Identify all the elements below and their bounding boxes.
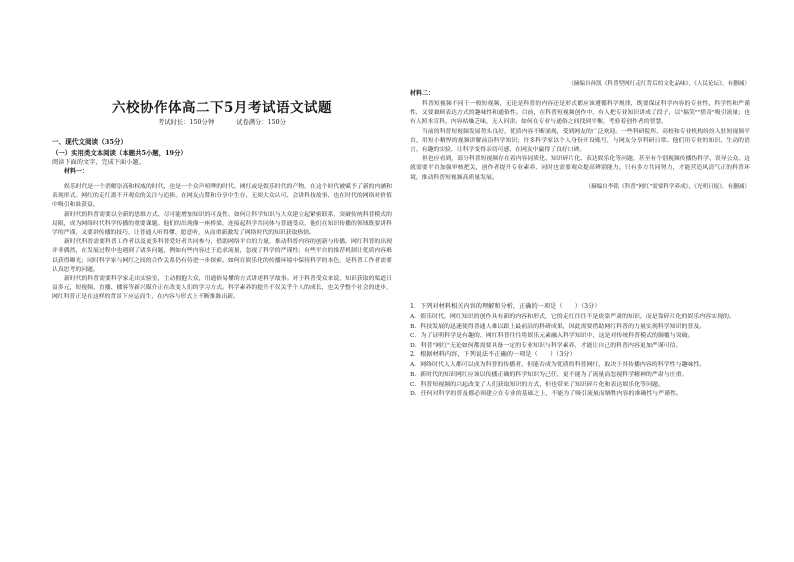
left-column [52,0,392,562]
reading-instruction: 阅读下面的文字，完成下面小题。 [52,159,145,166]
material2-paragraph: 科普短视频不同于一般短视频，无论是科普的内容还是形式都应该遵循科学规律，既要保证科学内容的专业性、科学性和严谨性，又要兼顾表达方式的趣味性和通俗性。目前，在科普短视频创作中，有人把专业知识讲成了段子，以"搞笑""猎奇"吸引流量；也有人照本宣科，内容枯燥乏味，无人问津。如何在专业与通俗之间找到平衡，考验着创作者的智慧。 [410,101,750,126]
question-stem: 1．下列对材料相关内容的理解和分析，正确的一项是（ ）（3分） [410,303,601,310]
right-column [410,0,750,562]
option-c[interactable]: C．科普短视频的兴起改变了人们获取知识的方式，但也带来了知识碎片化和表达娱乐化等问题。 [410,380,664,388]
exam-time: 考试时长：150分钟 [158,119,215,126]
material1-source: （摘编自孙凯《科普型网红走红背后的文化品味》，《人民论坛》，有删减） [568,81,750,87]
material1-body [52,183,392,303]
material1-paragraph: 新时代的科普需要以全新的思维方式、尽可能增加知识的可及性、如何让科学知识与大众建立起紧密联系，突破传统科普模式的局限，成为网络时代科学传播的重要课题。他们的出现像一座桥梁，连接起科学共同体与普通受众，他们在知识传播的领域既要讲科学的严谨，又要讲传播的技巧，让普通人听得懂、愿意听，从而重新激发了网络时代的知识获取热情。 [52,211,392,237]
question-stem: 2．根据材料内容，下列说法不正确的一项是（ ）（3分） [410,351,576,359]
questions-block [410,302,750,399]
material1-paragraph: 娱乐时代是一个消解崇高和权威的时代，也是一个众声喧哗的时代。网红或是娱乐时代的产物，在这个时代被赋予了新的内涵和表现形式。网红的走红离不开观众的关注与追捧，在网友点赞和分享中生存、无须大众认可、会讲科技故事、也在时代的网络对价值中吸引和谁获益。 [52,184,392,209]
option-b[interactable]: B．新时代的知识网红应该以传播正确的科学知识为己任，更不能为了流量而忽视科学精神的严肃与庄重。 [410,370,688,378]
material2-paragraph: 但也应看到，部分科普短视频存在着内容同质化、知识碎片化、表达娱乐化等问题，甚至有个别视频传播伪科学、误导公众。这就需要平台加强审核把关，创作者提升专业素养，同时也需要观众提高辨别能力。只有多方共同努力，才能营造风清气正的科普环境，推动科普短视频高质量发展。 [410,156,750,181]
material2-paragraph: 当前的科普短视频发展势头良好，优质内容不断涌现，受到网友的广泛欢迎。一些科研院所、高校和专业机构纷纷入驻短视频平台，用短小精悍的视频讲解前沿科学知识；许多科学家以个人身份开设账号，与网友分享科研日常。他们用专业的知识、生动的语言、有趣的实验，让科学变得亲切可感，在网友中赢得了良好口碑。 [410,128,750,154]
option-b[interactable]: B．科技发展的迅速使得普通人难以跟上最前沿的科研成果，因此需要借助网红科普的力量实现科学知识的普及。 [410,322,706,330]
option-d[interactable]: D．任何对科学的普及都必须建立在专业的基础之上，不能为了吸引流量而牺牲内容的准确性与严谨性。 [410,390,682,398]
sub-section-heading: （一）实用类文本阅读（本题共5小题，19分） [52,149,187,157]
option-d[interactable]: D．科普"网红"无论如何都需要具备一定的专业知识与科学素养，才能让自己的科普内容更加严谨可信。 [410,341,682,349]
section-heading-block [52,136,392,176]
material1-label: 材料一： [64,168,89,175]
material2-source: （摘编自李铭《科普"网红"需要科学养成》，《光明日报》，有删减） [585,183,750,190]
material2-label: 材料二： [410,90,435,97]
question-1 [410,302,750,350]
option-a[interactable]: A．网络时代人人都可以成为科普的传播者，但能否成为优质的科普网红，取决于其传播内容的科学性与趣味性。 [410,361,706,369]
material2-body [410,100,750,191]
option-a[interactable]: A．娱乐时代，网红知识的创作具有新的内容和形式，它的走红往往不是依靠严肃的知识，而是靠碎片化的娱乐内容实现的。 [410,313,735,320]
exam-info [52,117,392,126]
section-heading: 一、现代文阅读（35分） [52,138,128,146]
material1-source-block [410,80,750,98]
question-2 [410,350,750,398]
exam-score: 试卷满分：150分 [236,119,286,126]
material1-paragraph: 新时代科普需要科普工作者以及更多科普爱好者共同参与，借助网络平台的力量，推动科普内容的创新与传播。网红科普的出现并非偶然，在发展过程中也遇到了诸多问题，例如有些内容过于追求流量，忽视了科学的严谨性；有些平台的推荐机制让优质内容难以获得曝光；同时科学家与网红之间的合作关系仍有待进一步探索。如何在娱乐化的传播环境中保持科学的本色，是科普工作者需要认真思考的问题。 [52,239,392,273]
material1-paragraph: 新时代的科普需要科学家走出实验室，主动拥抱大众，用通俗易懂的方式讲述科学故事。对于科普受众来说，知识获取的渠道日益多元，短视频、直播、播客等新兴媒介正在改变人们的学习方式。科学素养的提升不仅关乎个人的成长，也关乎整个社会的进步，网红科普正是在这样的背景下应运而生，在内容与形式上不断推陈出新。 [52,276,392,301]
exam-title: 六校协作体高二下5月考试语文试题 [112,100,332,116]
option-c[interactable]: C．为了证明科学是有趣的，网红科普往往将娱乐元素融入科学知识中，这是对传统科普模式的颠覆与突破。 [410,332,694,340]
